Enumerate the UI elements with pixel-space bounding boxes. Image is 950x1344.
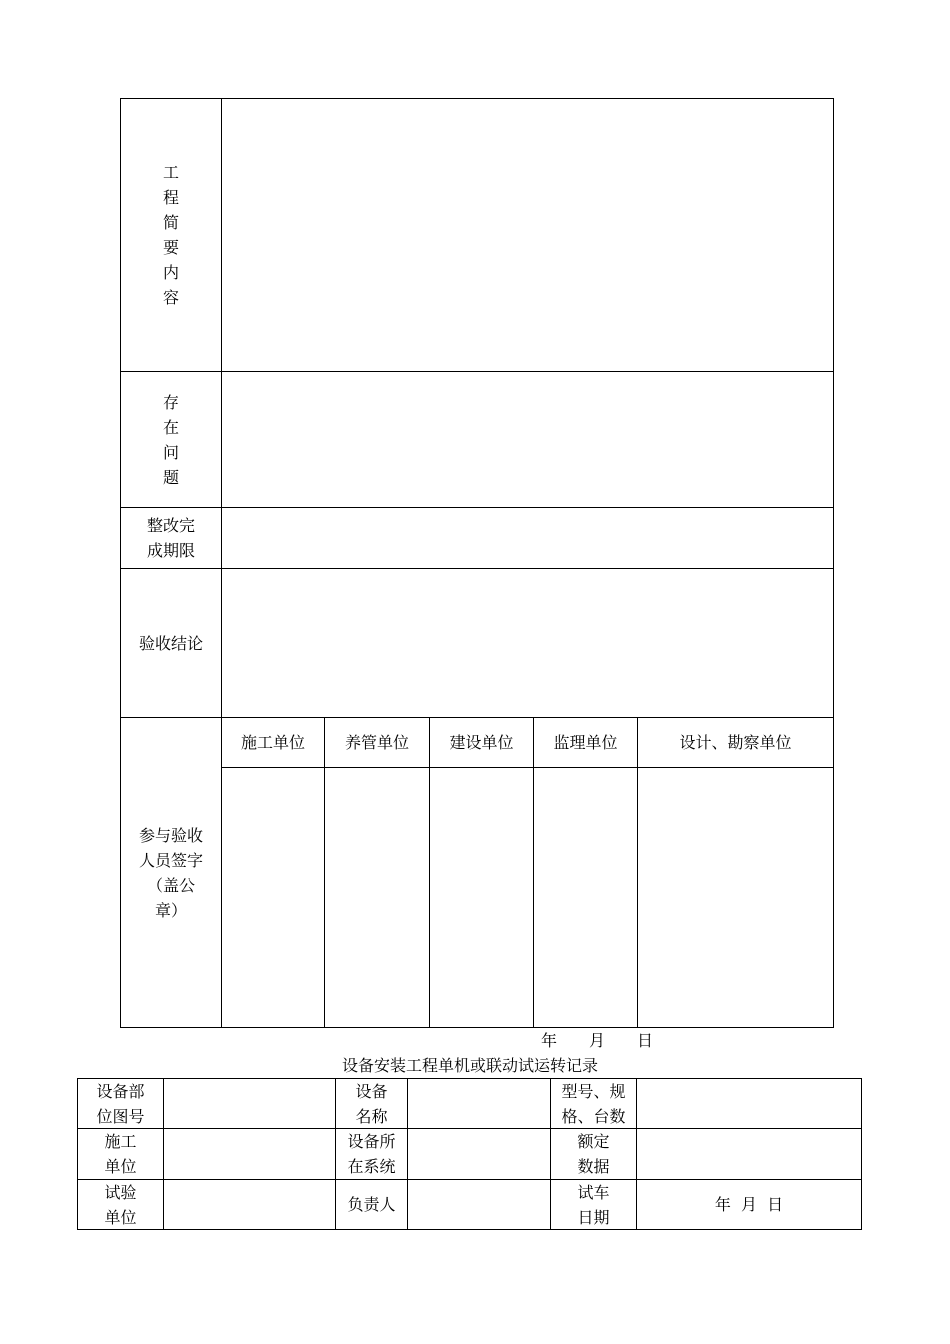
model-spec-label: 型号、规 格、台数: [561, 1081, 626, 1126]
responsible-person-label: 负责人: [347, 1195, 396, 1214]
test-unit-label: 试验 单位: [104, 1182, 137, 1227]
signature-field-construction[interactable]: [222, 768, 324, 1027]
signature-field-owner[interactable]: [430, 768, 533, 1027]
issues-char: 问: [162, 442, 179, 462]
rectification-deadline-label: 整改完 成期限: [146, 516, 195, 560]
equipment-name-label: 设备 名称: [355, 1081, 388, 1126]
equipment-system-field[interactable]: [408, 1129, 550, 1179]
construction-unit-field[interactable]: [164, 1129, 335, 1179]
project-summary-char: 要: [162, 238, 179, 257]
project-summary-char: 程: [162, 188, 179, 207]
equipment-location-field[interactable]: [164, 1079, 335, 1128]
signature-field-supervision[interactable]: [534, 768, 637, 1027]
model-spec-field[interactable]: [637, 1079, 861, 1128]
unit-header-maintenance: 养管单位: [344, 733, 409, 752]
test-date-label: 试车 日期: [577, 1182, 610, 1227]
test-date-value[interactable]: 年 月 日: [714, 1195, 784, 1214]
project-summary-char: 内: [162, 263, 179, 282]
project-summary-char: 工: [162, 163, 179, 182]
issues-char: 存: [162, 392, 179, 412]
unit-header-supervision: 监理单位: [553, 733, 618, 752]
acceptance-conclusion-field[interactable]: [222, 569, 833, 717]
project-summary-label: [121, 99, 221, 371]
construction-unit-label: 施工 单位: [104, 1132, 137, 1176]
signature-field-maintenance[interactable]: [325, 768, 429, 1027]
issues-char: 题: [162, 467, 179, 487]
issues-label: [121, 372, 221, 507]
project-summary-char: 容: [162, 288, 179, 307]
issues-char: 在: [162, 417, 179, 437]
unit-header-design-survey: 设计、勘察单位: [679, 733, 792, 752]
unit-header-construction: 施工单位: [240, 733, 305, 752]
acceptance-date-line: 年 月 日: [541, 1031, 654, 1050]
project-summary-field[interactable]: [222, 99, 833, 371]
issues-field[interactable]: [222, 372, 833, 507]
signature-label: 参与验收 人员签字 （盖公 章）: [138, 825, 203, 920]
equipment-system-label: 设备所 在系统: [347, 1132, 396, 1176]
unit-header-owner: 建设单位: [449, 733, 514, 752]
signature-field-design-survey[interactable]: [638, 768, 833, 1027]
responsible-person-field[interactable]: [408, 1180, 550, 1229]
project-summary-char: 简: [162, 213, 179, 232]
rated-data-label: 额定 数据: [577, 1132, 610, 1176]
rectification-deadline-field[interactable]: [222, 508, 833, 568]
rated-data-field[interactable]: [637, 1129, 861, 1179]
test-unit-field[interactable]: [164, 1180, 335, 1229]
equipment-location-label: 设备部 位图号: [96, 1081, 145, 1126]
trial-run-title: 设备安装工程单机或联动试运转记录: [341, 1056, 598, 1075]
equipment-name-field[interactable]: [408, 1079, 550, 1128]
acceptance-conclusion-label: 验收结论: [138, 633, 203, 653]
